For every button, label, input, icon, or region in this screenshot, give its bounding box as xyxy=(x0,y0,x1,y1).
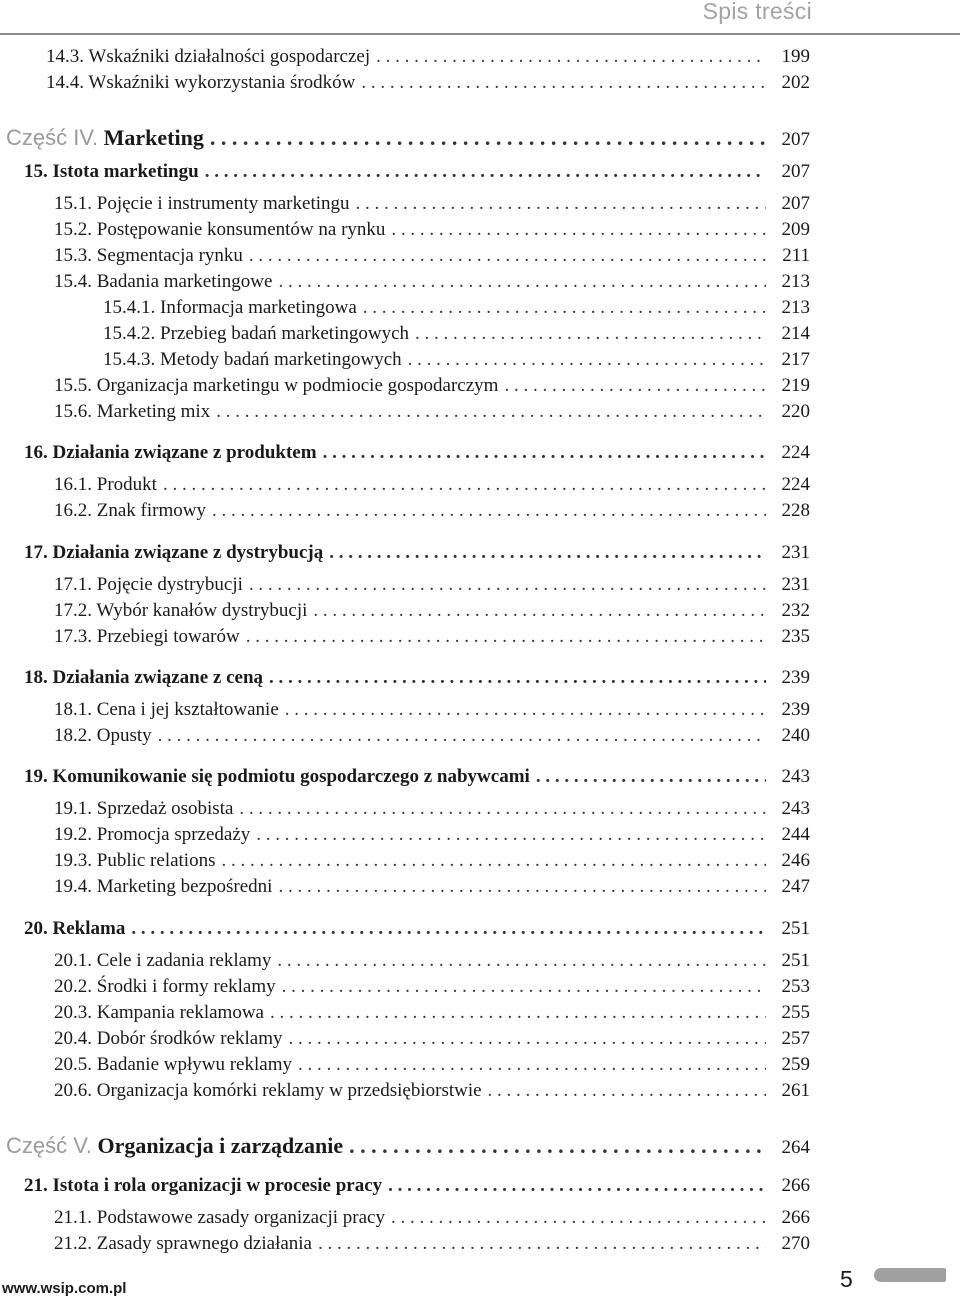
toc-entry xyxy=(54,399,810,425)
toc-entry-title: 20.3. Kampania reklamowa xyxy=(54,1002,264,1023)
toc-entry xyxy=(54,874,810,900)
toc-page-number: 239 xyxy=(781,667,810,688)
toc-entry-title: 21.2. Zasady sprawnego działania xyxy=(54,1233,312,1254)
toc-dot-leader xyxy=(289,1026,767,1052)
toc-entry-title: 19.2. Promocja sprzedaży xyxy=(54,824,251,845)
toc-entry-title: 20.6. Organizacja komórki reklamy w przedsiębiorstwie xyxy=(54,1080,482,1101)
toc-entry-title: 15.4.3. Metody badań marketingowych xyxy=(103,349,402,370)
toc-page-number: 266 xyxy=(781,1175,810,1196)
toc-entry xyxy=(54,1052,810,1078)
toc-entry-title: 15. Istota marketingu xyxy=(24,161,199,182)
toc-entry-title: 20.4. Dobór środków reklamy xyxy=(54,1028,283,1049)
toc-page-number: 202 xyxy=(781,72,810,93)
toc-chapter-entry xyxy=(24,159,810,185)
toc-dot-leader xyxy=(536,764,766,790)
toc-entry xyxy=(54,723,810,749)
toc-part-entry xyxy=(6,123,810,153)
toc-page-number: 220 xyxy=(781,401,810,422)
toc-entry-title: 18. Działania związane z ceną xyxy=(24,667,264,688)
toc-page-number: 259 xyxy=(781,1054,810,1075)
toc-dot-leader xyxy=(205,159,766,185)
toc-part-title: Organizacja i zarządzanie xyxy=(97,1133,344,1158)
toc-page-number: 264 xyxy=(781,1137,810,1158)
toc-entry-title: 20.2. Środki i formy reklamy xyxy=(54,976,276,997)
toc-entry xyxy=(54,974,810,1000)
toc-page-number: 211 xyxy=(782,245,810,266)
toc-page-number: 235 xyxy=(781,626,810,647)
toc-page-number: 243 xyxy=(781,766,810,787)
toc-entry xyxy=(54,243,810,269)
toc-dot-leader xyxy=(278,874,766,900)
toc-dot-leader xyxy=(239,796,766,822)
toc-entry-title: 17. Działania związane z dystrybucją xyxy=(24,542,324,563)
toc-page-number: 207 xyxy=(781,161,810,182)
toc-dot-leader xyxy=(376,44,766,70)
toc-dot-leader xyxy=(212,498,766,524)
toc-dot-leader xyxy=(415,321,766,347)
toc-page-number: 251 xyxy=(781,918,810,939)
toc-dot-leader xyxy=(131,916,766,942)
toc-entry xyxy=(54,373,810,399)
toc-dot-leader xyxy=(323,440,766,466)
toc-dot-leader xyxy=(221,848,766,874)
toc-entry-title: 17.3. Przebiegi towarów xyxy=(54,626,240,647)
toc-dot-leader xyxy=(256,822,766,848)
toc-entry-title: 16.2. Znak firmowy xyxy=(54,500,206,521)
toc-chapter-entry xyxy=(24,440,810,466)
toc-page-number: 213 xyxy=(781,297,810,318)
toc-entry-title: 20.5. Badanie wpływu reklamy xyxy=(54,1054,292,1075)
toc-entry xyxy=(54,572,810,598)
toc-dot-leader xyxy=(249,572,766,598)
toc-entry xyxy=(54,498,810,524)
toc-entry-title: 15.5. Organizacja marketingu w podmiocie gospodarczym xyxy=(54,375,499,396)
toc-entry xyxy=(54,697,810,723)
toc-entry xyxy=(54,796,810,822)
toc-page-number: 255 xyxy=(781,1002,810,1023)
toc-dot-leader xyxy=(249,243,766,269)
toc-dot-leader xyxy=(278,269,766,295)
toc-entry-title: 18.1. Cena i jej kształtowanie xyxy=(54,699,279,720)
toc-dot-leader xyxy=(270,1000,766,1026)
toc-entry-title: 21. Istota i rola organizacji w procesie pracy xyxy=(24,1175,383,1196)
page-number: 5 xyxy=(840,1266,853,1292)
toc-dot-leader xyxy=(356,191,766,217)
toc-dot-leader xyxy=(313,598,766,624)
toc-entry-title: 15.4.2. Przebieg badań marketingowych xyxy=(103,323,410,344)
header-title: Spis treści xyxy=(702,0,812,24)
toc-entry-title: 17.1. Pojęcie dystrybucji xyxy=(54,574,243,595)
toc-entry xyxy=(54,191,810,217)
toc-page-number: 270 xyxy=(781,1233,810,1254)
toc-entry-title xyxy=(6,123,210,153)
toc-dot-leader xyxy=(391,1205,766,1231)
toc-dot-leader xyxy=(329,540,766,566)
toc-dot-leader xyxy=(504,373,766,399)
toc-entry-title: 15.2. Postępowanie konsumentów na rynku xyxy=(54,219,386,240)
toc-page-number: 214 xyxy=(781,323,810,344)
toc-entry-title: 20. Reklama xyxy=(24,918,126,939)
toc-page-number: 261 xyxy=(781,1080,810,1101)
toc-chapter-entry xyxy=(24,540,810,566)
toc-dot-leader xyxy=(210,123,766,153)
toc-entry xyxy=(54,822,810,848)
toc-entry xyxy=(54,1000,810,1026)
toc-dot-leader xyxy=(282,974,766,1000)
toc-dot-leader xyxy=(361,70,766,96)
toc-page-number: 213 xyxy=(781,271,810,292)
toc-dot-leader xyxy=(158,723,766,749)
toc-entry-title: 16. Działania związane z produktem xyxy=(24,442,317,463)
toc-chapter-entry xyxy=(24,916,810,942)
toc-entry xyxy=(54,472,810,498)
publisher-url: www.wsip.com.pl xyxy=(2,1280,127,1297)
toc-entry xyxy=(46,44,810,70)
toc-page-number: 251 xyxy=(781,950,810,971)
toc-dot-leader xyxy=(349,1131,766,1161)
toc-page-number: 207 xyxy=(781,129,810,150)
toc-page-number: 246 xyxy=(781,850,810,871)
toc-dot-leader xyxy=(391,217,766,243)
toc-entry xyxy=(103,295,810,321)
toc-entry-title: 21.1. Podstawowe zasady organizacji pracy xyxy=(54,1207,385,1228)
toc-chapter-entry xyxy=(24,764,810,790)
toc-page-number: 224 xyxy=(781,442,810,463)
toc-entry xyxy=(54,848,810,874)
toc-page-number: 266 xyxy=(781,1207,810,1228)
toc-dot-leader xyxy=(318,1231,766,1257)
toc-entry-title: 19. Komunikowanie się podmiotu gospodarczego z nabywcami xyxy=(24,766,530,787)
toc-entry-title: 15.4. Badania marketingowe xyxy=(54,271,273,292)
toc-dot-leader xyxy=(388,1173,766,1199)
toc-page-number: 199 xyxy=(781,46,810,67)
toc-entry-title xyxy=(6,1131,349,1161)
toc-chapter-entry xyxy=(24,665,810,691)
toc-entry-title: 19.4. Marketing bezpośredni xyxy=(54,876,273,897)
toc-entry xyxy=(54,598,810,624)
toc-entry xyxy=(54,1231,810,1257)
toc-dot-leader xyxy=(246,624,766,650)
toc-entry xyxy=(54,948,810,974)
toc-page-number: 253 xyxy=(781,976,810,997)
footer-decoration xyxy=(874,1268,946,1282)
toc-entry-title: 19.1. Sprzedaż osobista xyxy=(54,798,234,819)
toc-page-number: 243 xyxy=(781,798,810,819)
toc-entry-title: 19.3. Public relations xyxy=(54,850,216,871)
toc-page-number: 232 xyxy=(781,600,810,621)
toc-dot-leader xyxy=(488,1078,766,1104)
toc-dot-leader xyxy=(216,399,766,425)
toc-page-number: 244 xyxy=(781,824,810,845)
toc-entry xyxy=(54,1078,810,1104)
toc-entry-title: 15.3. Segmentacja rynku xyxy=(54,245,243,266)
toc-page-number: 257 xyxy=(781,1028,810,1049)
toc-dot-leader xyxy=(277,948,766,974)
toc-entry xyxy=(54,269,810,295)
toc-page-number: 207 xyxy=(781,193,810,214)
toc-page-number: 219 xyxy=(781,375,810,396)
toc-part-entry xyxy=(6,1131,810,1161)
toc-dot-leader xyxy=(298,1052,766,1078)
toc-entry xyxy=(103,347,810,373)
toc-page-number: 224 xyxy=(781,474,810,495)
toc-entry-title: 15.6. Marketing mix xyxy=(54,401,211,422)
toc-dot-leader xyxy=(269,665,766,691)
toc-entry xyxy=(54,1205,810,1231)
toc-entry xyxy=(54,624,810,650)
toc-dot-leader xyxy=(163,472,766,498)
toc-entry-title: 16.1. Produkt xyxy=(54,474,157,495)
toc-entry-title: 14.3. Wskaźniki działalności gospodarczej xyxy=(46,46,371,67)
toc-page-number: 231 xyxy=(781,574,810,595)
toc-page-number: 228 xyxy=(781,500,810,521)
toc-entry-title: 18.2. Opusty xyxy=(54,725,152,746)
toc-entry-title: 17.2. Wybór kanałów dystrybucji xyxy=(54,600,308,621)
toc-entry xyxy=(103,321,810,347)
toc-dot-leader xyxy=(285,697,766,723)
toc-entry xyxy=(46,70,810,96)
toc-entry-title: 20.1. Cele i zadania reklamy xyxy=(54,950,272,971)
toc-entry xyxy=(54,1026,810,1052)
toc-entry xyxy=(54,217,810,243)
toc-page-number: 247 xyxy=(781,876,810,897)
toc-entry-title: 15.4.1. Informacja marketingowa xyxy=(103,297,357,318)
toc-page-number: 217 xyxy=(781,349,810,370)
toc-part-title: Marketing xyxy=(103,125,204,150)
toc-part-prefix: Część V. xyxy=(6,1133,93,1158)
toc-page-number: 231 xyxy=(781,542,810,563)
toc-part-prefix: Część IV. xyxy=(6,125,99,150)
toc-chapter-entry xyxy=(24,1173,810,1199)
toc-page-number: 240 xyxy=(781,725,810,746)
toc-page-number: 209 xyxy=(781,219,810,240)
toc-dot-leader xyxy=(408,347,766,373)
toc-page-number: 239 xyxy=(781,699,810,720)
toc-entry-title: 14.4. Wskaźniki wykorzystania środków xyxy=(46,72,356,93)
toc-entry-title: 15.1. Pojęcie i instrumenty marketingu xyxy=(54,193,350,214)
toc-dot-leader xyxy=(363,295,766,321)
